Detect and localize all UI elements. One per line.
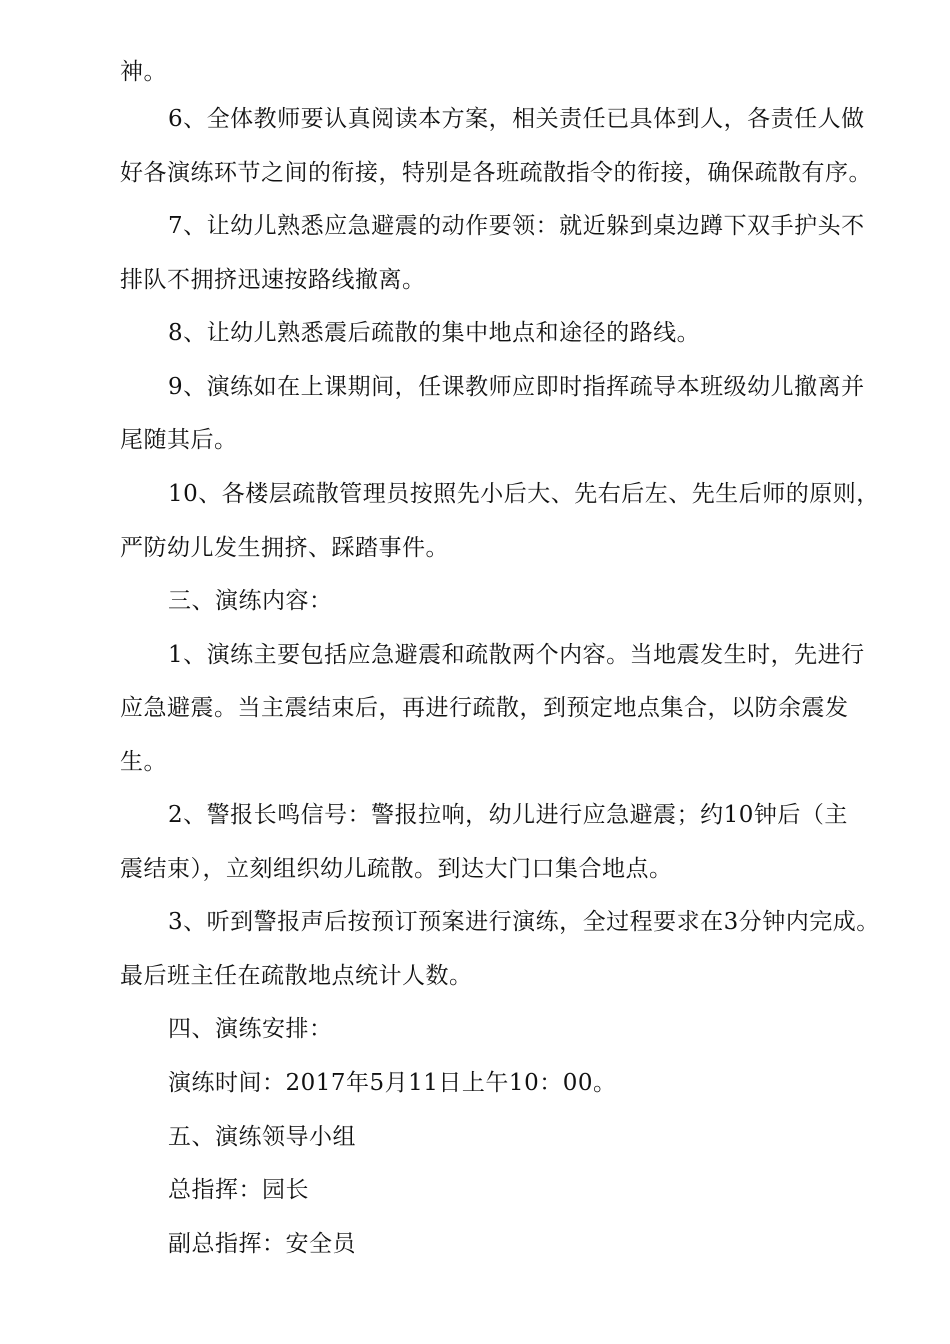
text-line: 7、让幼儿熟悉应急避震的动作要领：就近躲到桌边蹲下双手护头不 <box>168 213 865 239</box>
text-line: 尾随其后。 <box>120 427 238 453</box>
text-line: 1、演练主要包括应急避震和疏散两个内容。当地震发生时，先进行 <box>168 642 865 668</box>
text-line: 应急避震。当主震结束后，再进行疏散，到预定地点集合，以防余震发 <box>120 695 849 721</box>
section-heading: 四、演练安排： <box>168 1016 333 1042</box>
text-line: 演练时间：2017年5月11日上午10：00。 <box>168 1070 617 1096</box>
text-line: 3、听到警报声后按预订预案进行演练，全过程要求在3分钟内完成。 <box>168 909 880 935</box>
text-line: 最后班主任在疏散地点统计人数。 <box>120 963 473 989</box>
text-line: 10、各楼层疏散管理员按照先小后大、先右后左、先生后师的原则， <box>168 481 880 507</box>
text-line: 总指挥：园长 <box>168 1177 309 1203</box>
section-heading: 五、演练领导小组 <box>168 1124 356 1150</box>
text-line: 9、演练如在上课期间，任课教师应即时指挥疏导本班级幼儿撤离并 <box>168 374 865 400</box>
text-line: 好各演练环节之间的衔接，特别是各班疏散指令的衔接，确保疏散有序。 <box>120 160 872 186</box>
text-line: 严防幼儿发生拥挤、踩踏事件。 <box>120 535 449 561</box>
text-line: 副总指挥：安全员 <box>168 1231 356 1257</box>
text-line: 6、全体教师要认真阅读本方案，相关责任已具体到人，各责任人做 <box>168 106 865 132</box>
text-line: 震结束），立刻组织幼儿疏散。到达大门口集合地点。 <box>120 856 673 882</box>
text-line: 2、警报长鸣信号：警报拉响，幼儿进行应急避震；约10钟后（主 <box>168 802 848 828</box>
text-line: 生。 <box>120 749 167 775</box>
text-line: 排队不拥挤迅速按路线撤离。 <box>120 267 426 293</box>
text-line: 神。 <box>120 59 167 85</box>
text-line: 8、让幼儿熟悉震后疏散的集中地点和途径的路线。 <box>168 320 701 346</box>
section-heading: 三、演练内容： <box>168 588 333 614</box>
